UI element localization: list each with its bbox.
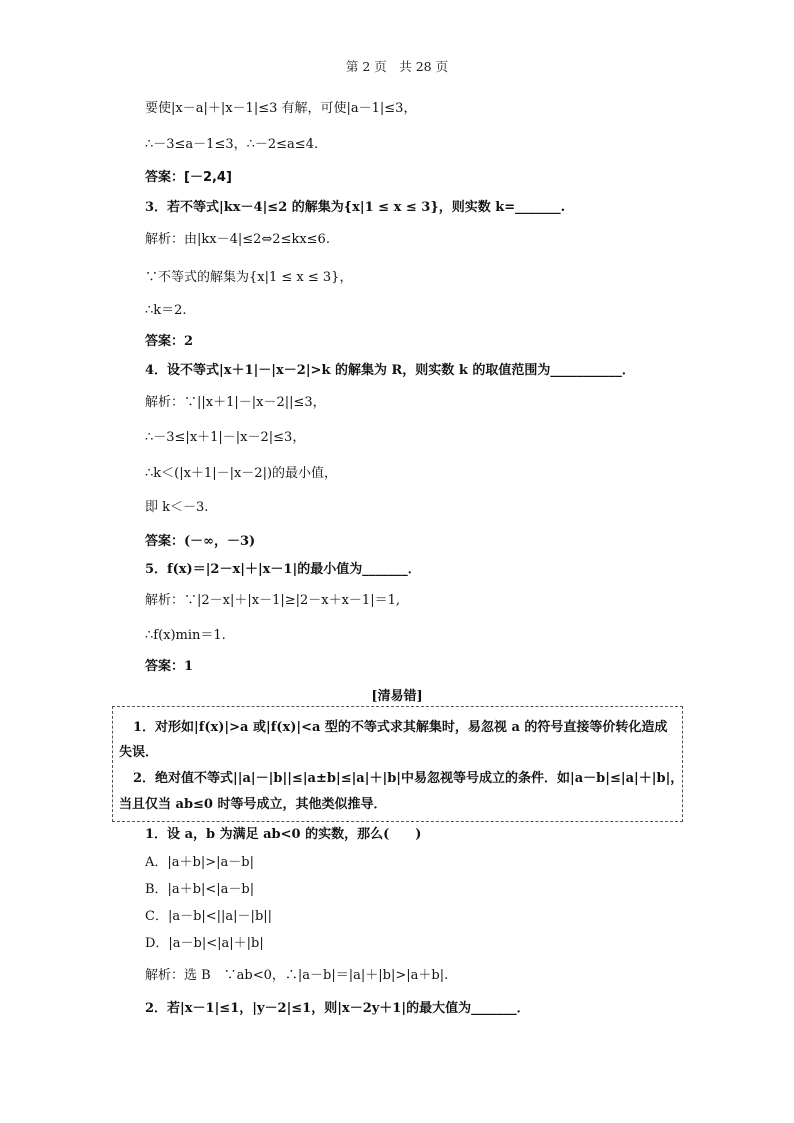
option-d: D．|a－b|<|a|＋|b|	[145, 936, 264, 951]
box-line: 当且仅当 ab≤0 时等号成立，其他类似推导．	[119, 797, 387, 812]
text-line: ∴k＝2.	[145, 303, 187, 318]
analysis-line: 解析：∵|2－x|＋|x－1|≥|2－x＋x－1|＝1,	[145, 593, 400, 608]
answer-line: 答案：(－∞，－3)	[145, 534, 256, 549]
text-line: ∴－3≤|x＋1|－|x－2|≤3，	[145, 430, 306, 445]
text-line: 即 k＜－3.	[145, 500, 209, 515]
answer-line: 答案：2	[145, 334, 194, 349]
question-5: 5．f(x)＝|2－x|＋|x－1|的最小值为_______．	[145, 562, 421, 577]
question-2: 2．若|x－1|≤1，|y－2|≤1，则|x－2y＋1|的最大值为_______．	[145, 1001, 530, 1016]
option-a: A．|a＋b|>|a－b|	[145, 855, 254, 870]
text-line: 要使|x－a|＋|x－1|≤3 有解，可使|a－1|≤3，	[145, 101, 417, 116]
text-line: ∴－3≤a－1≤3，∴－2≤a≤4.	[145, 137, 319, 152]
question-4: 4．设不等式|x＋1|－|x－2|>k 的解集为 R，则实数 k 的取值范围为___________．	[145, 363, 635, 378]
box-line: 失误．	[119, 745, 159, 760]
answer-line: 答案：1	[145, 659, 194, 674]
text-line: ∵不等式的解集为{x|1 ≤ x ≤ 3}，	[145, 270, 353, 285]
answer-line: 答案：[－2,4]	[145, 170, 232, 185]
option-c: C．|a－b|<||a|－|b||	[145, 909, 273, 924]
box-line: 1．对形如|f(x)|>a 或|f(x)|<a 型的不等式求其解集时，易忽视 a 的符号直接等价转化造成	[133, 720, 668, 735]
box-line: 2．绝对值不等式||a|－|b||≤|a±b|≤|a|＋|b|中易忽视等号成立的条件．如|a－b|≤|a|＋|b|，	[133, 771, 684, 786]
option-b: B．|a＋b|<|a－b|	[145, 882, 255, 897]
section-title: [清易错]	[371, 689, 423, 704]
analysis-line: 解析：∵||x＋1|－|x－2||≤3，	[145, 395, 326, 410]
text-line: ∴f(x)min＝1.	[145, 628, 226, 643]
page-indicator: 第 2 页 共 28 页	[345, 59, 449, 74]
error-notes-box	[112, 706, 683, 822]
analysis-line: 解析：由|kx－4|≤2⇔2≤kx≤6.	[145, 232, 330, 247]
analysis-line: 解析：选 B ∵ab<0，∴|a－b|＝|a|＋|b|>|a＋b|.	[145, 968, 449, 983]
question-1: 1．设 a，b 为满足 ab<0 的实数，那么( )	[145, 827, 422, 842]
question-3: 3．若不等式|kx－4|≤2 的解集为{x|1 ≤ x ≤ 3}，则实数 k=_______.	[145, 200, 566, 215]
text-line: ∴k＜(|x＋1|－|x－2|)的最小值，	[145, 466, 338, 481]
